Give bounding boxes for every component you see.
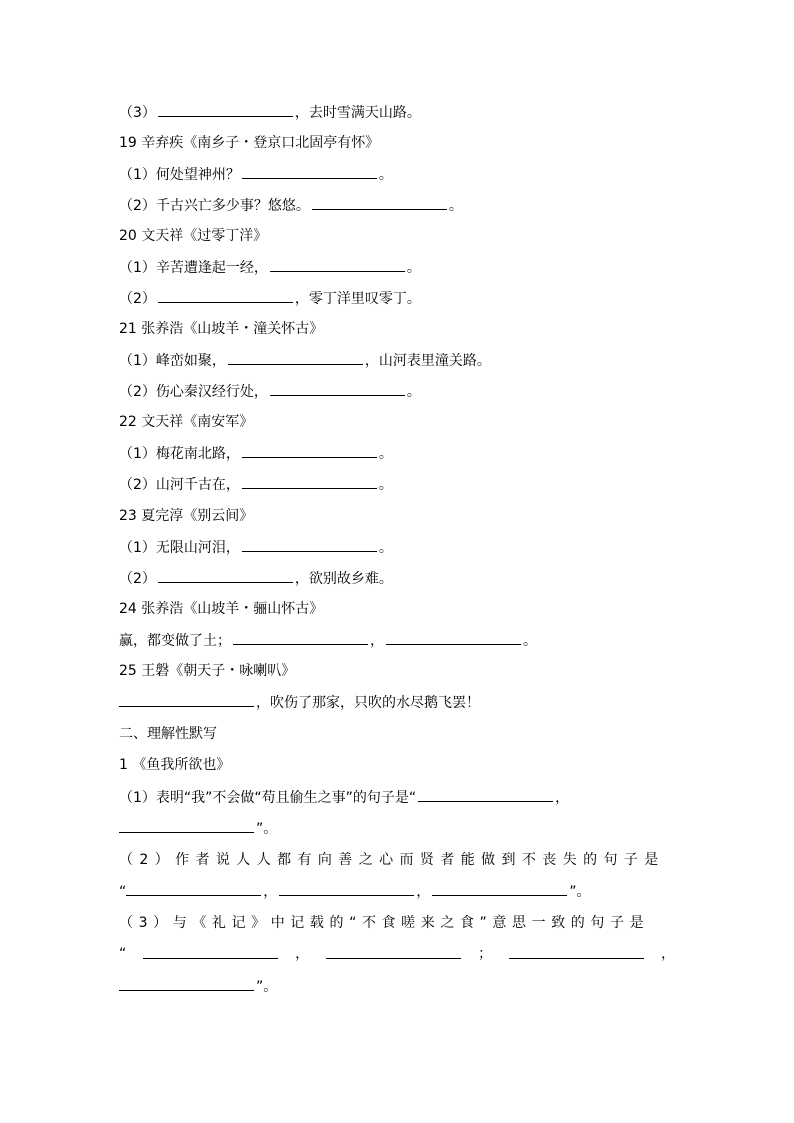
- answer-blank[interactable]: [228, 350, 363, 365]
- question-text-after: ，山河表里潼关路。: [364, 353, 491, 369]
- question-text: （2）伤心秦汉经行处，: [119, 384, 268, 400]
- question-punct: ，: [555, 790, 570, 806]
- question-punct: 。: [406, 260, 421, 276]
- question-prefix: （2）: [119, 291, 156, 307]
- question-text: （1）峰峦如聚，: [119, 353, 226, 369]
- question-text: （1）辛苦遭逢起一经，: [119, 260, 268, 276]
- question-21-1: [119, 350, 491, 371]
- section-title: 1 《鱼我所欲也》: [119, 757, 231, 773]
- answer-blank-3[interactable]: [432, 881, 567, 896]
- answer-blank[interactable]: [270, 257, 405, 272]
- comprehension-q3-cont: [119, 944, 675, 964]
- question-text: ，去时雪满天山路。: [294, 105, 421, 121]
- question-19-1: [119, 164, 393, 185]
- question-text: （1）无限山河泪，: [119, 540, 240, 556]
- question-punct: ，: [295, 946, 310, 962]
- question-punct: ，: [416, 884, 431, 900]
- question-20-1: [119, 257, 421, 278]
- answer-blank-2[interactable]: [279, 881, 414, 896]
- question-prefix: （3）: [119, 105, 156, 121]
- answer-blank[interactable]: [158, 288, 293, 303]
- question-25-1: [119, 692, 480, 713]
- question-punct: ”。: [256, 821, 278, 837]
- answer-blank-2[interactable]: [119, 818, 254, 833]
- question-text: （1）表明“我”不会做“苟且偷生之事”的句子是“: [119, 790, 417, 806]
- question-text: ，零丁洋里叹零丁。: [294, 291, 421, 307]
- poem-title-20: 20 文天祥《过零丁洋》: [119, 228, 268, 244]
- answer-blank-1[interactable]: [233, 630, 368, 645]
- question-punct: “: [119, 946, 127, 962]
- answer-blank-1[interactable]: [143, 944, 278, 959]
- question-punct: ”。: [256, 979, 278, 995]
- comprehension-q2-cont: [119, 881, 591, 902]
- answer-blank[interactable]: [158, 102, 293, 117]
- comprehension-q1: [119, 787, 569, 808]
- comprehension-q3: （3）与《礼记》中记载的“不食嗟来之食”意思一致的句子是: [119, 915, 650, 931]
- question-text: （2）千古兴亡多少事？悠悠。: [119, 198, 310, 214]
- question-punct: ，: [263, 884, 278, 900]
- poem-title-19: 19 辛弃疾《南乡子・登京口北固亭有怀》: [119, 135, 380, 151]
- answer-blank-1[interactable]: [418, 787, 553, 802]
- answer-blank-3[interactable]: [509, 944, 644, 959]
- answer-blank[interactable]: [158, 568, 293, 583]
- comprehension-q2: （2）作者说人人都有向善之心而贤者能做到不丧失的句子是: [119, 852, 665, 868]
- poem-title-23: 23 夏完淳《别云间》: [119, 508, 254, 524]
- question-punct: 。: [378, 540, 393, 556]
- question-punct: 。: [523, 633, 537, 649]
- question-punct: 。: [378, 446, 393, 462]
- answer-blank-4[interactable]: [119, 976, 254, 991]
- answer-blank[interactable]: [242, 443, 377, 458]
- question-20-2: [119, 288, 421, 309]
- answer-blank[interactable]: [270, 381, 405, 396]
- question-text: （2）山河千古在，: [119, 477, 240, 493]
- question-text: 赢，都变做了土；: [119, 633, 231, 649]
- answer-blank[interactable]: [119, 692, 254, 707]
- poem-title-22: 22 文天祥《南安军》: [119, 414, 254, 430]
- question-text: ，吹伤了那家，只吹的水尽鹅飞罢！: [256, 695, 480, 711]
- question-19-2: [119, 195, 463, 216]
- question-23-2: [119, 568, 393, 589]
- poem-title-24: 24 张养浩《山坡羊・骊山怀古》: [119, 601, 324, 617]
- answer-blank[interactable]: [312, 195, 447, 210]
- question-punct: ，: [370, 633, 384, 649]
- question-text: （1）何处望神州？: [119, 167, 240, 183]
- answer-blank-2[interactable]: [386, 630, 521, 645]
- comprehension-q1-cont: [119, 818, 277, 839]
- question-text: （1）梅花南北路，: [119, 446, 240, 462]
- section-heading: 二、理解性默写: [119, 726, 217, 742]
- question-punct: “: [119, 884, 127, 900]
- question-22-1: [119, 443, 393, 464]
- question-prefix: （2）: [119, 571, 156, 587]
- comprehension-q3-end: [119, 976, 277, 997]
- question-18-3: [119, 102, 421, 123]
- question-23-1: [119, 537, 393, 558]
- answer-blank-2[interactable]: [326, 944, 461, 959]
- question-punct: 。: [406, 384, 421, 400]
- question-24-1: [119, 630, 537, 651]
- answer-blank[interactable]: [242, 537, 377, 552]
- question-punct: ；: [478, 946, 493, 962]
- poem-title-25: 25 王磐《朝天子・咏喇叭》: [119, 663, 296, 679]
- answer-blank[interactable]: [242, 474, 377, 489]
- poem-title-21: 21 张养浩《山坡羊・潼关怀古》: [119, 321, 324, 337]
- answer-blank[interactable]: [242, 164, 377, 179]
- question-punct: 。: [378, 167, 393, 183]
- question-punct: ”。: [569, 884, 591, 900]
- question-punct: 。: [448, 198, 463, 214]
- question-text: ，欲别故乡难。: [294, 571, 393, 587]
- question-21-2: [119, 381, 421, 402]
- answer-blank-1[interactable]: [126, 881, 261, 896]
- question-punct: 。: [378, 477, 393, 493]
- question-22-2: [119, 474, 393, 495]
- question-punct: ，: [660, 946, 675, 962]
